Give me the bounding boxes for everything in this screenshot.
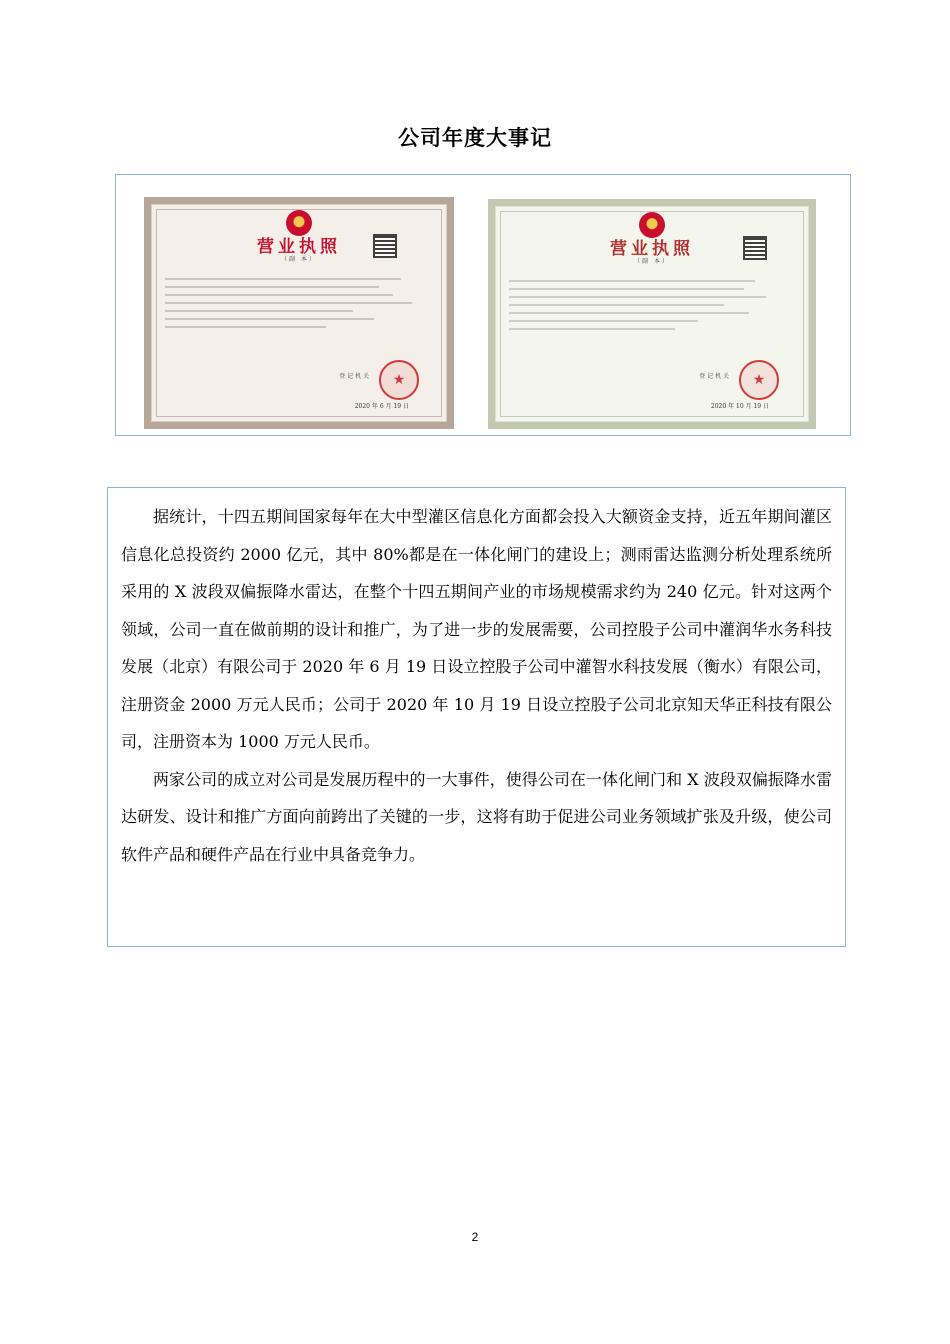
paragraph: 据统计，十四五期间国家每年在大中型灌区信息化方面都会投入大额资金支持，近五年期间灌区信息化总投资约 2000 亿元，其中 80%都是在一体化闸门的建设上；测雨雷达监测分析处理系统所采用的 X 波段双偏振降水雷达，在整个十四五期间产业的市场规模需求约为 240 亿元。针对这两个领域，公司一直在做前期的设计和推广，为了进一步的发展需要，公司控股子公司中灌润华水务科技发展（北京）有限公司于 2020 年 6 月 19 日设立控股子公司中灌智水科技发展（衡水）有限公司，注册资金 2000 万元人民币；公司于 2020 年 10 月 19 日设立控股子公司北京知天华正科技有限公司，注册资本为 1000 万元人民币。 — [121, 507, 832, 751]
paragraph: 两家公司的成立对公司是发展历程中的一大事件，使得公司在一体化闸门和 X 波段双偏振降水雷达研发、设计和推广方面向前跨出了关键的一步，这将有助于促进公司业务领域扩张及升级，使公司软件产品和硬件产品在行业中具备竞争力。 — [121, 769, 832, 864]
license-subtitle: （副 本） — [281, 256, 317, 263]
official-seal-icon — [379, 360, 419, 400]
license-fine-print — [509, 274, 795, 336]
license-date: 2020 年 6 月 19 日 — [354, 403, 409, 410]
license-images-frame — [115, 174, 851, 436]
business-license-image — [488, 199, 816, 429]
page-title: 公司年度大事记 — [398, 126, 552, 150]
registration-authority: 登 记 机 关 — [339, 373, 369, 380]
official-seal-icon — [739, 360, 779, 400]
license-fine-print — [165, 272, 433, 334]
license-title: 营业执照 — [257, 237, 341, 257]
registration-authority: 登 记 机 关 — [699, 373, 729, 380]
license-date: 2020 年 10 月 19 日 — [710, 403, 769, 410]
license-title: 营业执照 — [610, 239, 694, 259]
event-description-box — [107, 487, 846, 947]
page-number: 2 — [471, 1230, 479, 1244]
qr-code-icon — [743, 236, 767, 260]
qr-code-icon — [373, 234, 397, 258]
business-license-image — [144, 197, 454, 429]
license-subtitle: （副 本） — [634, 258, 670, 265]
